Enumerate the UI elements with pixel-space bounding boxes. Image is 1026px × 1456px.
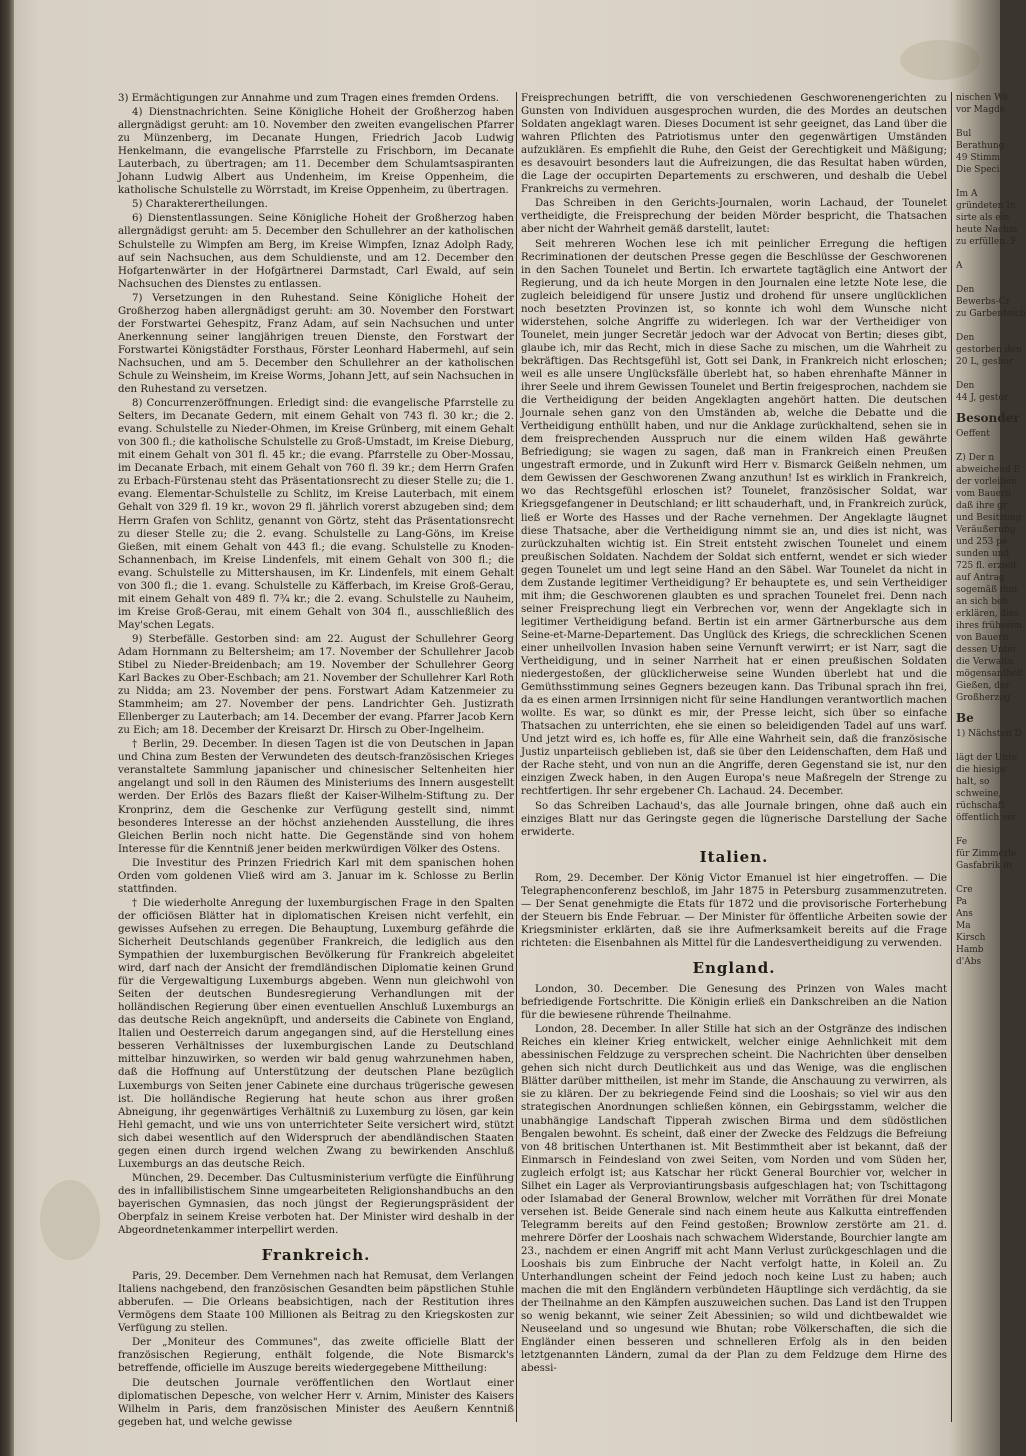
fragment-line: sunden und: [956, 549, 1010, 559]
fragment-line: Den: [956, 333, 975, 343]
fragment-line: d'Abs: [956, 957, 982, 967]
fragment-line: gestorben den: [956, 345, 1022, 355]
fragment-line: auf Antrag: [956, 573, 1005, 583]
fragment-line: [956, 440, 1002, 452]
fragment-line: mögensantheil: [956, 669, 1024, 679]
fragment-line: vor Magde: [956, 105, 1006, 115]
fragment-line: dessen Unter: [956, 645, 1017, 655]
fragment-line: Hamb: [956, 945, 984, 955]
fragment-line: Kirsch: [956, 933, 986, 943]
fragment-line: Ma: [956, 921, 971, 931]
fragment-line: zu erfüllen. F: [956, 237, 1018, 247]
article-paragraph: 8) Concurrenzeröffnungen. Erledigt sind: die evangelische Pfarrstelle zu Selters, im Decanate Gedern, mit einem Gehalt von 743 fl. 30 kr.; die 2. evang. Schulstelle zu Nieder-Ohmen, im Kreise Grünberg, mit einem Gehalt von 300 fl.; die katholische Schulstelle zu Groß-Umstadt, im Kreise Dieburg, mit einem Gehalt von 301 fl. 45 kr.; die evang. Pfarrstelle zu Ober-Mossau, im Decanate Erbach, mit einem Gehalt von 760 fl. 39 kr.; dem Herrn Grafen zu Erbach-Fürstenau steht das Präsentationsrecht zu dieser Stelle zu; die 1. evang. Elementar-Schulstelle zu Schlitz, im Kreise Lauterbach, mit einem Gehalt von 329 fl. 19 kr., wovon 29 fl. jährlich vorerst abzugeben sind; dem Herrn Grafen von Schlitz, genannt von Görtz, steht das Präsentationsrecht zu dieser Stelle zu; die 2. evang. Schulstelle zu Lang-Göns, im Kreise Gießen, mit einem Gehalt von 443 fl.; die evang. Schulstelle zu Knoden-Schannenbach, im Kreise Lindenfels, mit einem Gehalt von 300 fl.; die evang. Schulstelle zu Mittershausen, im Kr. Lindenfels, mit einem Gehalt von 300 fl.; die 1. evang. Schulstelle zu Käfferbach, im Kreise Groß-Gerau, mit einem Gehalt von 489 fl. 7¾ kr.; die 2. evang. Schulstelle zu Nauheim, im Kreise Groß-Gerau, mit einem Gehalt von 304 fl., ausschließlich des May'schen Legats.: [118, 398, 514, 631]
article-paragraph: Der „Moniteur des Communes", das zweite officielle Blatt der französischen Regierung, enthält folgende, die Note Bismarck's betreffende, officielle im Auszuge bereits wiedergegebene Mittheilung:: [118, 1337, 514, 1375]
fragment-line: lägt der Unte: [956, 753, 1018, 763]
article-paragraph: Die Investitur des Prinzen Friedrich Karl mit dem spanischen hohen Orden vom goldenen Vließ wird am 3. Januar im k. Schlosse zu Berlin stattfinden.: [118, 857, 514, 895]
fragment-line: 20 L, geshor: [956, 357, 1014, 367]
fragment-line: Großherzog: [956, 693, 1011, 703]
article-paragraph: Die deutschen Journale veröffentlichen den Wortlaut einer diplomatischen Depesche, von welcher Herr v. Arnim, Minister des Kaisers Wilhelm in Paris, dem französischen Minister des Aeußern Kenntniß gegeben hat, und welche gewisse: [118, 1377, 514, 1428]
fragment-line: 49 Stimm: [956, 153, 1001, 163]
article-paragraph: So das Schreiben Lachaud's, das alle Journale bringen, ohne daß auch ein einziges Blatt nur das Geringste gegen die lügnerische Darstellung der Sache erwiderte.: [521, 800, 947, 838]
section-heading-england: England.: [692, 959, 776, 977]
fragment-line: Veräußerung: [956, 525, 1016, 535]
fragment-line: die Verwaltu: [956, 657, 1014, 667]
fragment-line: gründeten In: [956, 201, 1016, 211]
fragment-lines: [956, 92, 1026, 404]
fragment-lines: [956, 728, 1022, 968]
section-heading-frankreich: Frankreich.: [261, 1246, 371, 1265]
article-paragraph: Seit mehreren Wochen lese ich mit peinlicher Erregung die heftigen Recriminationen der deutschen Presse gegen die Beschlüsse der Geschworenen in den Sachen Tounelet und Bertin. Ich erwartete tagtäglich eine Antwort der Regierung, und da ich heute Morgen in den Journalen eine letzte Note lese, die zugleich beleidigend für unsere Justiz und drohend für unsere unglücklichen noch besetzten Provinzen ist, so konnte ich wohl dem Wunsche nicht widerstehen, solche Angriffe zu widerlegen. Ich war der Vertheidiger von Tounelet, mein junger Secretär jedoch war der Advocat von Bertin; dieses gibt, glaube ich, mir das Recht, mich in diese Sache zu mischen, um die Wahrheit zu bekräftigen. Das Rechtsgefühl ist, Gott sei Dank, in Frankreich nicht erloschen; weil es alle unsere Unglücksfälle überlebt hat, so haben ehrenhafte Männer in ihrer Seele und ihrem Gewissen Tounelet und Bertin freigesprochen, nachdem sie die Vertheidigung der beiden Angeklagten angehört hatten. Die deutschen Journale sehen ganz von den Umständen ab, welche die Debatte und die Vertheidigung enthüllt haben, und nur die Anklage zurückhaltend, sehen sie in dem freisprechenden Ausspruch nur die einem wilden Haß gewährte Befriedigung; sie wagen zu sagen, daß man in Frankreich einen Preußen ungestraft ermorde, und in Zukunft wird Herr v. Bismarck Geißeln nehmen, um dem Gewissen der Geschworenen Zwang anzuthun! Ist es wirklich in Frankreich, wo das Rechtsgefühl erloschen ist? Tounelet, französischer Soldat, war Kriegsgefangener in Deutschland; er litt schauderhaft, und, in Frankreich zurück, ließ er Worte des Hasses und der Rache vernehmen. Der Angeklagte läugnet diese Thatsache, aber die Vertheidigung nimmt sie an, und dies ist nicht, was zurückzuhalten wichtig ist. Ein Streit entsteht zwischen Tounelet und einem preußischen Soldaten. Nachdem der Soldat sich entfernt, wendet er sich wieder gegen Tounelet um und legt seine Hand an den Säbel. War Tounelet da nicht in dem Zustande legitimer Vertheidigung? Er behauptete es, und sein Vertheidiger mit ihm; die Geschworenen glaubten es und sprachen Tounelet frei. Denn nach seiner Freisprechung liegt ein Verbrechen vor, wenn der Angeklagte sich in legitimer Vertheidigung befand. Bertin ist ein armer Gärtnerbursche aus dem Seine-et-Marne-Departement. Das Unglück des Kriegs, die schrecklichen Scenen einer unheilvollen Invasion haben seine Vernunft verwirrt; er ist Narr, sagt die Vertheidigung, und in seiner Narrheit hat er einen preußischen Soldaten niedergestoßen, der glücklicherweise seine Wunden überlebt hat und die Gemüthsstimmung seines Gegners bezeugen kann. Das Tribunal sprach ihn frei, da es einen armen Irrsinnigen nicht für seine Handlungen verantwortlich machen wollte. Es war, so dünkt es mir, der Presse leicht, sich über so einfache Thatsachen zu unterrichten, ehe sie einen so beleidigenden Tadel auf uns warf. Und jetzt wird es, ich hoffe es, für Alle eine Wahrheit sein, daß die französische Justiz unparteiisch geblieben ist, daß sie über den Leidenschaften, dem Haß und der Rache steht, und von nun an die Angriffe, deren Gegenstand sie ist, nur den einzigen Zweck haben, in den Augen Europa's neue Maßregeln der Strenge zu rechtfertigen. Ihr sehr ergebener Ch. Lachaud. 24. December.: [521, 238, 947, 798]
fragment-line: sogemäß ihm: [956, 585, 1018, 595]
article-paragraph: † Berlin, 29. December. In diesen Tagen ist die von Deutschen in Japan und China zum Besten der Verwundeten des deutsch-französischen Krieges veranstaltete Sammlung japanischer und chinesischer Seltenheiten hier angelangt und soll in den Räumen des Ministeriums des Innern ausgestellt werden. Der Erlös des Bazars fließt der Kaiser-Wilhelm-Stiftung zu. Der Kronprinz, dem die Geschenke zur Verfügung gestellt sind, nimmt besonderes Interesse an der höchst anziehenden Ausstellung, die ihres Gleichen Berlin noch nicht hatte. Die Gegenstände sind von hohem Interesse für die Kenntniß jener beiden merkwürdigen Völker des Ostens.: [118, 739, 514, 855]
fragment-line: nischen We: [956, 93, 1008, 103]
fragment-line: an sich beh: [956, 597, 1009, 607]
paper-stain: [40, 1180, 100, 1260]
fragment-line: schweine,: [956, 789, 1002, 799]
article-paragraph: 5) Charakterertheilungen.: [132, 199, 268, 211]
fragment-line: [956, 824, 1002, 836]
article-paragraph: 7) Versetzungen in den Ruhestand. Seine Königliche Hoheit der Großherzog haben allergnädigst geruht: am 30. November den Forstwart der Forstwartei Gehespitz, Franz Adam, auf sein Nachsuchen und unter Anerkennung seiner langjährigen treuen Dienste, den Forstwart der Forstwartei Königstädter Forsthaus, Förster Leonhard Habermehl, auf sein Nachsuchen, und am 5. December den Schullehrer an der katholischen Schule zu Weinsheim, im Kreise Worms, Johann Jett, auf sein Nachsuchen in den Ruhestand zu versetzen.: [118, 292, 514, 396]
column-rule: [516, 92, 517, 1422]
fragment-line: [956, 116, 1002, 128]
fragment-line: Z) Der n: [956, 453, 995, 463]
article-paragraph: 9) Sterbefälle. Gestorben sind: am 22. August der Schullehrer Georg Adam Hornmann zu Beltersheim; am 17. November der Schullehrer Jacob Stibel zu Nieder-Breidenbach; am 19. November der Schullehrer Georg Karl Backes zu Ober-Eschbach; am 21. November der Schullehrer Karl Roth zu Nidda; am 23. November der pens. Forstwart Adam Katzenmeier zu Stammheim; am 27. November der pens. Landrichter Geh. Justizrath Ellenberger zu Lauterbach; am 14. December der evang. Pfarrer Jacob Kern zu Eich; am 18. December der Kreisarzt Dr. Hirsch zu Ober-Ingelheim.: [118, 633, 514, 737]
fragment-line: daß ihre gr: [956, 501, 1008, 511]
fragment-line: Gasfabrik in: [956, 861, 1012, 871]
section-heading-italien: Italien.: [699, 847, 769, 866]
fragment-line: Den: [956, 285, 975, 295]
fragment-lines: [956, 428, 1024, 704]
fragment-line: 1) Nächsten D: [956, 729, 1022, 739]
fragment-line: 725 fl. erzielt: [956, 561, 1017, 571]
page-binding-edge: [0, 0, 14, 1456]
fragment-line: Cre: [956, 885, 973, 895]
column-rule: [951, 92, 952, 1422]
left-column: [118, 92, 514, 1428]
fragment-line: 44 J, gestor: [956, 393, 1009, 403]
fragment-line: öffentlich ver: [956, 813, 1017, 823]
article-paragraph: London, 30. December. Die Genesung des Prinzen von Wales macht befriedigende Fortschritte. Die Königin erließ ein Dankschreiben an die Nation für die bewiesene rührende Theilnahme.: [521, 984, 947, 1022]
fragment-line: die hiesige: [956, 765, 1006, 775]
article-paragraph: Paris, 29. December. Dem Vernehmen nach hat Remusat, dem Verlangen Italiens nachgebend, den französischen Gesandten beim päpstlichen Stuhle abberufen. — Die Orleans beabsichtigen, nach der Restitution ihres Vermögens dem Staate 100 Millionen als Beitrag zu den Kriegskosten zur Verfügung zu stellen.: [118, 1271, 514, 1335]
fragment-line: sirte als ein: [956, 213, 1010, 223]
fragment-line: Die Speci: [956, 165, 1000, 175]
fragment-line: Fe: [956, 837, 968, 847]
fragment-line: abweichend E: [956, 465, 1021, 475]
article-paragraph: † Die wiederholte Anregung der luxemburgischen Frage in den Spalten der officiösen Blätter hat in diplomatischen Kreisen nicht verfehlt, ein gewisses Aufsehen zu erregen. Die Behauptung, Luxemburg gefährde die Sicherheit Deutschlands gegenüber Frankreich, die lediglich aus den Sympathien der luxemburgischen Bevölkerung für Frankreich abgeleitet wird, darf nach der Ansicht der fremdländischen Diplomatie keinen Grund für die Vergewaltigung Luxemburgs abgeben. Wenn nun gleichwohl von Seiten der deutschen Bundesregierung Verhandlungen mit der holländischen Regierung über einen eventuellen Anschluß Luxemburgs an das deutsche Reich angeknüpft, und anderseits die Cabinete von England, Italien und Oesterreich darum angegangen sind, auf die Herstellung eines besseren Verhältnisses der luxemburgischen Lande zu Deutschland mittelbar hinzuwirken, so werden wir bald genug wahrzunehmen haben, daß die Hoffnung auf Unterstützung der deutschen Plane bezüglich Luxemburgs von Seiten jener Cabinete eine durchaus trügerische gewesen ist. Die holländische Regierung hat heute schon aus ihrer großen Abneigung, ihr gegenwärtiges Verhältniß zu Luxemburg zu lösen, gar kein Hehl gemacht, und wie uns von unterrichteter Seite versichert wird, stützt sich dabei wesentlich auf den Widerspruch der abendländischen Staaten gegen einen durch irgend welchen Zwang zu bewirkenden Anschluß Luxemburgs an das deutsche Reich.: [118, 897, 514, 1170]
fragment-line: Ans: [956, 909, 973, 919]
fragment-line: [956, 740, 1002, 752]
fragment-line: [956, 248, 1002, 260]
fragment-line: Oeffent: [956, 429, 990, 439]
fragment-line: rüchschaft: [956, 801, 1005, 811]
fragment-line: ihres früheren: [956, 621, 1022, 631]
fragment-line: Im A: [956, 189, 978, 199]
fragment-line: heute Nachm: [956, 225, 1018, 235]
paper-stain: [900, 40, 980, 80]
fragment-line: zu Garbenteich: [956, 309, 1026, 319]
fragment-line: vom Bauern: [956, 489, 1012, 499]
fragment-line: Gießen, der: [956, 681, 1010, 691]
fragment-line: [956, 272, 1002, 284]
fragment-line: Bul: [956, 129, 972, 139]
fragment-line: erklären, dies: [956, 609, 1020, 619]
fragment-line: und 253 pe: [956, 537, 1008, 547]
fragment-line: von Bauern: [956, 633, 1009, 643]
fragment-line: A: [956, 261, 963, 271]
middle-column: [521, 92, 947, 1422]
fragment-heading: Besonder: [956, 411, 1020, 425]
fragment-line: und Besitzung: [956, 513, 1022, 523]
article-paragraph: 6) Dienstentlassungen. Seine Königliche Hoheit der Großherzog haben allergnädigst geruht: am 5. December den Schullehrer an der katholischen Schulstelle zu Wimpfen am Berg, im Kreise Wimpfen, Iznaz Adolph Rady, auf sein Nachsuchen, aus dem Schuldienste, und am 12. December den Hofgartenwärter in der Hofgärtnerei Darmstadt, Carl Ewald, auf sein Nachsuchen des Dienstes zu entlassen.: [118, 213, 514, 290]
fragment-line: Pa: [956, 897, 968, 907]
fragment-line: Den: [956, 381, 975, 391]
fragment-line: Bewerbs-Cr: [956, 297, 1010, 307]
fragment-line: [956, 320, 1002, 332]
article-paragraph: Freisprechungen betrifft, die von verschiedenen Geschworenengerichten zu Gunsten von Individuen ausgesprochen wurden, die des Mordes an deutschen Soldaten angeklagt waren. Dieses Document ist sehr geeignet, das Land über die wahren Pflichten des Patriotismus unter den gegenwärtigen Umständen aufzuklären. Es empfiehlt die Ruhe, den Geist der Gerechtigkeit und Mäßigung; es desavouirt besonders laut die Aufreizungen, die das Resultat haben würden, die Lage der occupirten Departements zu erschweren, und deshalb die Uebel Frankreichs zu vermehren.: [521, 93, 947, 196]
right-column-fragment: [956, 92, 1026, 1422]
fragment-line: halt, so: [956, 777, 990, 787]
article-paragraph: London, 28. December. In aller Stille hat sich an der Ostgränze des indischen Reiches ein kleiner Krieg entwickelt, welcher einige Aehnlichkeit mit dem abessinischen Feldzuge zu versprechen scheint. Die Nachrichten über denselben gehen sich nicht durch Deutlichkeit aus und das Wenige, was die englischen Blätter darüber mittheilen, ist mehr im Stande, die Anschauung zu verwirren, als sie zu klären. Der zu bekriegende Feind sind die Looshais; so viel wir aus den strategischen Anordnungen schließen können, ein Gebirgsstamm, welcher die unabhängige Landschaft Tipperah zwischen Birma und dem südöstlichen Bengalen bewohnt. Es scheint, daß einer der Zwecke des Feldzugs die Befreiung von 48 britischen Unterthanen ist. Mit Bestimmtheit aber ist bekannt, daß der Einmarsch in Feindesland von zwei Seiten, vom Norden und vom Süden her, zugleich erfolgt ist; aus Katschar her rückt General Bourchier vor, welcher in Silhet ein Lager als Verproviantirungsbasis aufgeschlagen hat; von Tschittagong oder Islamabad der General Brownlow, welcher mit Vorräthen für drei Monate versehen ist. Beide Generale sind nach einem heute aus Kalkutta eintreffenden Telegramm bereits auf den Feind gestoßen; Brownlow zerstörte am 21. d. mehrere Dörfer der Looshais nach schwachem Widerstande, Bourchier langte am 23., nachdem er einen Angriff mit acht Mann Verlust zurückgeschlagen und die Looshais bis zum Einbruche der Nacht verfolgt hatte, in Koleil an. Zu Unterhandlungen scheint der Feind jedoch noch keine Lust zu haben; auch machen die mit den Engländern verbündeten Häuptlinge sich verdächtig, da sie der Theilnahme an den Kämpfen auszuweichen suchen. Das Land ist den Truppen so wenig bekannt, wie seiner Zeit Abessinien; so wild und dichtbewaldet wie Neuseeland und so ungesund wie Bhutan; robe Völkerschaften, die sich die Engländer einen besseren und schnelleren Erfolg als in den beiden letztgenannten Ländern, zumal da der Plan zu dem Feldzuge dem Hirne des abessi-: [521, 1024, 947, 1375]
fragment-line: für Zimmerle: [956, 849, 1017, 859]
article-paragraph: München, 29. December. Das Cultusministerium verfügte die Einführung des in infallibilistischem Sinne umgearbeiteten Religionshandbuchs an den bayerischen Gymnasien, das noch jüngst der Regierungspräsident der Oberpfalz in seinem Kreise verboten hat. Der Minister wird deshalb in der Abgeordnetenkammer interpellirt werden.: [118, 1172, 514, 1237]
fragment-heading: Be: [956, 711, 974, 725]
article-paragraph: 3) Ermächtigungen zur Annahme und zum Tragen eines fremden Ordens.: [118, 93, 500, 104]
fragment-line: [956, 872, 1002, 884]
fragment-line: [956, 176, 1002, 188]
fragment-line: der vorleiben: [956, 477, 1018, 487]
article-paragraph: Rom, 29. December. Der König Victor Emanuel ist hier eingetroffen. — Die Telegraphenconferenz beschloß, im Jahr 1875 in Petersburg zusammenzutreten. — Der Senat genehmigte die Etats für 1872 und die provisorische Forterhebung der Steuern bis Ende Februar. — Der Minister für öffentliche Arbeiten sowie der Kriegsminister erklärten, daß sie ihre Aufmerksamkeit bereits auf die Frage richteten: die Eisenbahnen als Mittel für die Landesvertheidigung zu verwenden.: [521, 872, 947, 949]
article-paragraph: 4) Dienstnachrichten. Seine Königliche Hoheit der Großherzog haben allergnädigst geruht: am 10. November den zweiten evangelischen Pfarrer zu Münzenberg, im Decanate Hungen, Friedrich Jacob Ludwig Henkelmann, die evangelische Pfarrstelle zu Frischborn, im Decanate Lauterbach, zu übertragen; am 11. December dem Schulamtsaspiranten Johann Ludwig Albert aus Undenheim, im Kreise Oppenheim, die katholische Schulstelle zu Wörrstadt, im Kreise Oppenheim, zu übertragen.: [118, 107, 514, 197]
fragment-line: [956, 368, 1002, 380]
fragment-line: Berathung: [956, 141, 1005, 151]
article-paragraph: Das Schreiben in den Gerichts-Journalen, worin Lachaud, der Tounelet vertheidigte, die Freisprechung der beiden Mörder bespricht, die Thatsachen aber nicht der Wahrheit gemäß darstellt, lautet:: [521, 198, 947, 236]
